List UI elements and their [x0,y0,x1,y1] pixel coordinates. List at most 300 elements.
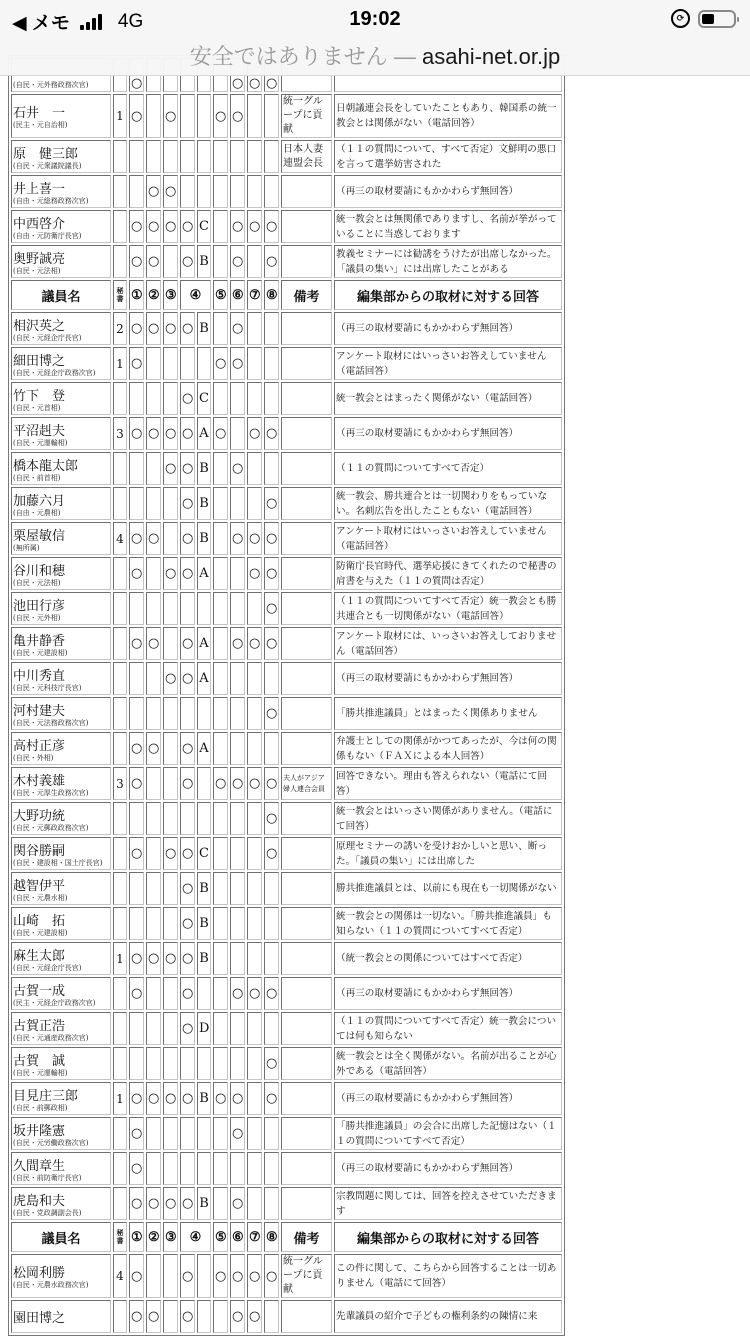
q4-grade-mark: B [197,312,211,345]
q4-grade-mark: D [197,1012,211,1045]
q2-mark: ○ [146,245,161,278]
q6-mark: ○ [230,1117,245,1150]
answer-cell: 「勝共推進議員」とはまったく関係ありません [334,697,562,730]
party-position: (自民・元衆議院議長) [13,161,82,170]
q3-mark [163,487,178,520]
col-q3-header: ③ [163,280,178,310]
q1-mark [129,592,144,625]
q4-grade-mark [197,1117,211,1150]
q4-mark: ○ [180,522,195,555]
name-cell [11,382,111,415]
q4-grade-mark: A [197,417,211,450]
note-cell: 統一グループに貢献 [281,1254,332,1298]
name-cell [11,802,111,835]
politician-name: 池田行彦 [13,598,66,614]
secretary-count [113,907,127,940]
q4-mark: ○ [180,210,195,243]
table-row [11,417,562,450]
name-cell [11,210,111,243]
table-row [11,487,562,520]
q6-mark [230,417,245,450]
party-position: (自民・前防衛庁長官) [13,1173,82,1182]
q4-mark: ○ [180,245,195,278]
party-position: (自由・元防衛庁長官) [13,231,82,240]
q8-mark: ○ [264,1254,279,1298]
q7-mark: ○ [247,58,262,92]
secretary-label: 秘書 [116,1228,124,1245]
answer-cell: （再三の取材要請にもかかわらず無回答） [334,977,562,1010]
q2-mark: ○ [146,1082,161,1115]
col-q5-header: ⑤ [213,280,228,310]
q7-mark [247,1012,262,1045]
col-q2-header: ② [146,280,161,310]
q1-mark [129,452,144,485]
q5-mark [213,627,228,660]
q2-mark [146,592,161,625]
q5-mark [213,487,228,520]
q6-mark: ○ [230,347,245,380]
table-row [11,1187,562,1220]
q5-mark [213,872,228,905]
network-type: 4G [117,10,144,32]
note-cell [281,175,332,208]
secretary-count [113,802,127,835]
name-cell [11,872,111,905]
answer-cell: 統一教会とはいっさい関係がありません。（電話にて回答） [334,802,562,835]
q1-mark [129,802,144,835]
q5-mark [213,382,228,415]
answer-cell: （再三の取材要請にもかかわらず無回答） [334,175,562,208]
q2-mark [146,557,161,590]
q8-mark: ○ [264,1082,279,1115]
q5-mark: ○ [213,417,228,450]
q6-mark [230,592,245,625]
q3-mark [163,872,178,905]
security-warning: 安全ではありません — [189,44,416,69]
politician-name: 大野功統 [13,808,66,824]
party-position: (自民・前郵政相) [13,1103,68,1112]
answer-cell: （再三の取材要請にもかかわらず無回答） [334,312,562,345]
name-cell [11,592,111,625]
q1-mark [129,487,144,520]
q3-mark [163,697,178,730]
q5-mark [213,1012,228,1045]
col-name-header: 議員名 [11,280,111,310]
table-row [11,627,562,660]
secretary-count [113,1300,127,1333]
q3-mark [163,1152,178,1185]
header-row [11,1222,562,1252]
secretary-count: 3 [113,767,127,800]
table-row [11,94,562,138]
q4-mark [180,1117,195,1150]
q4-mark [180,140,195,173]
q6-mark: ○ [230,1187,245,1220]
address-bar[interactable] [0,40,750,71]
answer-cell: （再三の取材要請にもかかわらず無回答） [334,1152,562,1185]
q5-mark: ○ [213,1254,228,1298]
table-row [11,312,562,345]
q8-mark [264,942,279,975]
q1-mark: ○ [129,347,144,380]
name-cell [11,94,111,138]
q4-grade-mark [197,175,211,208]
col-note-header: 備考 [281,1222,332,1252]
q3-mark: ○ [163,452,178,485]
note-cell [281,837,332,870]
q1-mark: ○ [129,557,144,590]
q2-mark [146,907,161,940]
politician-name: 目見庄三郎 [13,1088,79,1104]
q4-grade-mark: A [197,557,211,590]
clock: 19:02 [349,8,401,30]
q3-mark: ○ [163,210,178,243]
answer-cell: （１１の質問についてすべて否定） [334,452,562,485]
politician-name: 古賀 誠 [13,1053,66,1069]
answer-cell: 統一教会とは全く関係がない。名前が出ることが心外である（電話回答） [334,1047,562,1080]
q6-mark [230,662,245,695]
party-position: (自由・元農相) [13,508,61,517]
secretary-count [113,837,127,870]
q4-mark: ○ [180,312,195,345]
politician-name: 亀井静香 [13,633,66,649]
party-position: (自民・元外相) [13,613,61,622]
name-cell [11,557,111,590]
politicians-table [8,55,565,1336]
q1-mark: ○ [129,1187,144,1220]
q6-mark [230,1152,245,1185]
q4-grade-mark: B [197,872,211,905]
q4-mark: ○ [180,662,195,695]
q6-mark: ○ [230,1254,245,1298]
q2-mark [146,1152,161,1185]
q6-mark [230,487,245,520]
q1-mark: ○ [129,767,144,800]
politician-name: 麻生太郎 [13,948,66,964]
party-position: (自民・元労働政務次官) [13,1138,89,1147]
q1-mark: ○ [129,732,144,765]
q4-mark [180,697,195,730]
q7-mark [247,312,262,345]
table-row [11,977,562,1010]
note-cell [281,1152,332,1185]
politician-name: 木村義雄 [13,773,66,789]
secretary-count [113,487,127,520]
answer-cell: 弁護士としての関係がかつてあったが、今は何の関係もない（ＦＡＸによる本人回答） [334,732,562,765]
q4-mark: ○ [180,837,195,870]
col-q3-header: ③ [163,1222,178,1252]
secretary-count: 1 [113,94,127,138]
q5-mark [213,175,228,208]
secretary-label: 秘書 [116,286,124,303]
q3-mark: ○ [163,417,178,450]
q8-mark [264,382,279,415]
q5-mark [213,245,228,278]
q1-mark: ○ [129,312,144,345]
party-position: (自民・党政調副会長) [13,1208,82,1217]
q4-mark: ○ [180,487,195,520]
q3-mark [163,1047,178,1080]
party-position: (無所属) [13,543,40,552]
name-cell [11,417,111,450]
q4-grade-mark: B [197,245,211,278]
q2-mark [146,767,161,800]
party-position: (自民・元郵政政務次官) [13,823,89,832]
q3-mark [163,767,178,800]
secretary-count: 1 [113,1082,127,1115]
answer-cell: 日朝議連会長をしていたこともあり、韓国系の統一教会とは関係がない（電話回答） [334,94,562,138]
q2-mark: ○ [146,1300,161,1333]
politician-name: 虎島和夫 [13,1193,66,1209]
q4-mark: ○ [180,942,195,975]
q3-mark [163,592,178,625]
answer-cell: （再三の取材要請にもかかわらず無回答） [334,417,562,450]
table-row [11,1254,562,1298]
secretary-count [113,452,127,485]
q2-mark [146,94,161,138]
q2-mark [146,802,161,835]
answer-cell: アンケート取材には、いっさいお答えしておりません（電話回答） [334,627,562,660]
q8-mark: ○ [264,245,279,278]
q6-mark: ○ [230,767,245,800]
party-position: (自民・元運輸相) [13,1068,68,1077]
q4-mark: ○ [180,732,195,765]
note-cell [281,210,332,243]
politician-name: 栗屋敏信 [13,528,66,544]
col-answer-header: 編集部からの取材に対する回答 [334,280,562,310]
note-cell [281,452,332,485]
table-row [11,1047,562,1080]
q4-grade-mark [197,592,211,625]
secretary-count [113,872,127,905]
table-row [11,1152,562,1185]
status-bar-right [671,9,736,28]
q5-mark [213,592,228,625]
q1-mark [129,907,144,940]
q1-mark: ○ [129,1152,144,1185]
name-cell [11,1012,111,1045]
note-cell [281,557,332,590]
q4-grade-mark [197,802,211,835]
q2-mark [146,382,161,415]
q1-mark [129,175,144,208]
name-cell [11,175,111,208]
table-row [11,732,562,765]
q4-grade-mark: B [197,907,211,940]
q5-mark [213,1300,228,1333]
q4-grade-mark: A [197,627,211,660]
q2-mark [146,662,161,695]
politician-name: 中川秀直 [13,668,66,684]
q4-grade-mark [197,140,211,173]
politician-name: 園田博之 [13,1311,66,1326]
q5-mark [213,662,228,695]
party-position: (自民・元建設相) [13,648,68,657]
q7-mark [247,1117,262,1150]
answer-cell: （１１の質問についてすべて否定）統一教会については何も知らない [334,1012,562,1045]
name-cell [11,662,111,695]
party-position: (民主・元経企庁政務次官) [13,998,96,1007]
name-cell [11,942,111,975]
q8-mark [264,1012,279,1045]
answer-cell: 「勝共推進議員」の会合に出席した記憶はない（１１の質問についてすべて否定） [334,1117,562,1150]
q1-mark: ○ [129,837,144,870]
table-row [11,1012,562,1045]
secretary-count: 2 [113,312,127,345]
q3-mark [163,140,178,173]
col-q8-header: ⑧ [264,280,279,310]
table-row [11,942,562,975]
q8-mark [264,175,279,208]
q7-mark [247,175,262,208]
q8-mark [264,94,279,138]
name-cell [11,767,111,800]
q6-mark [230,697,245,730]
domain: asahi-net.or.jp [422,44,561,69]
secretary-count: 4 [113,522,127,555]
q5-mark [213,1117,228,1150]
browser-chrome [0,0,750,76]
q3-mark [163,382,178,415]
table-row [11,872,562,905]
note-cell [281,522,332,555]
politician-name: 平沼赳夫 [13,423,66,439]
q4-mark [180,347,195,380]
q4-grade-mark [197,347,211,380]
q7-mark [247,1047,262,1080]
q3-mark: ○ [163,94,178,138]
note-cell [281,627,332,660]
q8-mark [264,1300,279,1333]
answer-cell: 統一教会、勝共連合とは一切関わりをもっていない。名刺広告を出したこともない（電話回答） [334,487,562,520]
secretary-count [113,140,127,173]
q4-mark [180,1047,195,1080]
answer-cell: 回答できない。理由も答えられない（電話にて回答） [334,767,562,800]
q1-mark: ○ [129,58,144,92]
q2-mark: ○ [146,210,161,243]
name-cell [11,140,111,173]
table-row [11,175,562,208]
answer-cell: 統一教会とはまったく関係がない（電話回答） [334,382,562,415]
note-cell [281,417,332,450]
q4-grade-mark: B [197,942,211,975]
q8-mark [264,907,279,940]
q6-mark [230,732,245,765]
q4-grade-mark: B [197,522,211,555]
q5-mark [213,1152,228,1185]
name-cell [11,452,111,485]
answer-cell: 原理セミナーの誘いを受けおかしいと思い、断った。「議員の集い」には出席した [334,837,562,870]
q2-mark [146,452,161,485]
q2-mark: ○ [146,942,161,975]
q1-mark: ○ [129,417,144,450]
q8-mark: ○ [264,522,279,555]
party-position: (自民・外相) [13,753,54,762]
party-position: (自民・元運輸相) [13,438,68,447]
q7-mark: ○ [247,767,262,800]
q1-mark: ○ [129,522,144,555]
secretary-count [113,627,127,660]
answer-cell: 統一教会とは無関係でありますし、名前が挙がっていることに当惑しております [334,210,562,243]
party-position: (自民・元農水相) [13,893,68,902]
q3-mark [163,1012,178,1045]
q7-mark [247,487,262,520]
q5-mark [213,907,228,940]
q7-mark [247,347,262,380]
q4-grade-mark: A [197,662,211,695]
col-q1-header: ① [129,280,144,310]
q7-mark [247,245,262,278]
q1-mark: ○ [129,942,144,975]
q8-mark: ○ [264,767,279,800]
q1-mark: ○ [129,1300,144,1333]
secretary-count: 1 [113,347,127,380]
note-cell [281,1012,332,1045]
name-cell [11,907,111,940]
q2-mark [146,1117,161,1150]
q8-mark [264,140,279,173]
q7-mark: ○ [247,417,262,450]
note-cell [281,977,332,1010]
note-cell [281,592,332,625]
q8-mark [264,452,279,485]
table-row [11,697,562,730]
q7-mark [247,1187,262,1220]
q7-mark [247,872,262,905]
q6-mark [230,175,245,208]
name-cell [11,1117,111,1150]
q1-mark [129,662,144,695]
table-row [11,767,562,800]
politician-name: 河村建夫 [13,703,66,719]
q8-mark [264,1152,279,1185]
q6-mark [230,557,245,590]
q1-mark: ○ [129,1254,144,1298]
q1-mark: ○ [129,245,144,278]
table-row [11,1117,562,1150]
party-position: (民主・元自治相) [13,121,68,129]
q4-grade-mark: B [197,487,211,520]
note-cell [281,732,332,765]
q4-grade-mark [197,1152,211,1185]
q4-mark: ○ [180,767,195,800]
table-row [11,592,562,625]
table-row [11,382,562,415]
q5-mark [213,140,228,173]
col-q7-header: ⑦ [247,1222,262,1252]
q5-mark [213,942,228,975]
q1-mark: ○ [129,1082,144,1115]
q8-mark [264,1117,279,1150]
q3-mark [163,1254,178,1298]
politician-name: 中西啓介 [13,216,66,232]
politician-name: 橋本龍太郎 [13,458,79,474]
q8-mark: ○ [264,210,279,243]
name-cell [11,1300,111,1333]
answer-cell: （１１の質問について、すべて否定）文鮮明の悪口を言って選挙妨害された [334,140,562,173]
q3-mark: ○ [163,175,178,208]
q7-mark [247,1082,262,1115]
q8-mark: ○ [264,1047,279,1080]
note-cell [281,1047,332,1080]
q4-mark [180,94,195,138]
q5-mark [213,210,228,243]
q8-mark: ○ [264,557,279,590]
q3-mark [163,907,178,940]
q6-mark: ○ [230,94,245,138]
back-to-app-link[interactable]: ◀ メモ [12,13,70,34]
q7-mark [247,452,262,485]
